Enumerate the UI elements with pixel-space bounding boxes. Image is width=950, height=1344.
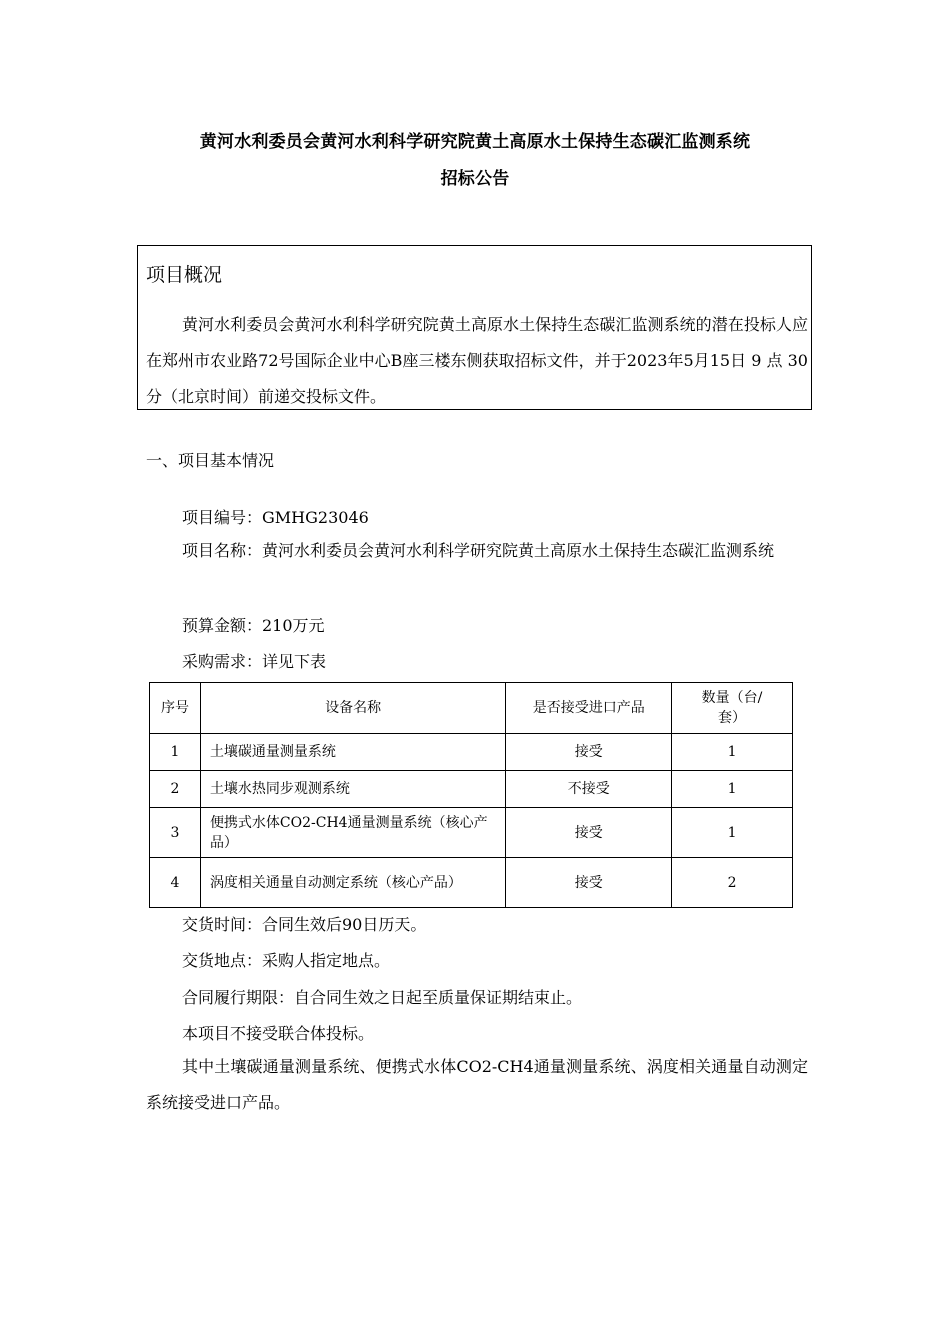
section-heading: 一、项目基本情况 bbox=[146, 451, 275, 470]
import-note: 其中土壤碳通量测量系统、便携式水体CO2-CH4通量测量系统、涡度相关通量自动测定系统接受进口产品。 bbox=[146, 1057, 808, 1112]
procurement-requirement: 采购需求：详见下表 bbox=[182, 652, 327, 671]
table-cell: 便携式水体CO2-CH4通量测量系统（核心产品） bbox=[200, 808, 505, 858]
procurement-table bbox=[149, 682, 793, 908]
table-cell: 1 bbox=[672, 771, 793, 808]
table-cell: 涡度相关通量自动测定系统（核心产品） bbox=[200, 858, 505, 908]
page-title-line2: 招标公告 bbox=[440, 169, 510, 189]
table-cell: 接受 bbox=[506, 734, 672, 771]
table-row bbox=[150, 734, 793, 771]
table-cell: 1 bbox=[150, 734, 201, 771]
table-header: 序号 bbox=[150, 683, 201, 734]
table-cell: 接受 bbox=[506, 858, 672, 908]
table-cell: 不接受 bbox=[506, 771, 672, 808]
project-name: 项目名称：黄河水利委员会黄河水利科学研究院黄土高原水土保持生态碳汇监测系统 bbox=[182, 541, 775, 560]
table-row bbox=[150, 771, 793, 808]
overview-heading: 项目概况 bbox=[146, 264, 223, 286]
table-header: 数量（台/套） bbox=[672, 683, 793, 734]
consortium-note: 本项目不接受联合体投标。 bbox=[182, 1024, 375, 1043]
page-title-line1: 黄河水利委员会黄河水利科学研究院黄土高原水土保持生态碳汇监测系统 bbox=[199, 132, 751, 152]
budget-amount: 预算金额：210万元 bbox=[182, 616, 325, 635]
table-cell: 3 bbox=[150, 808, 201, 858]
overview-text: 黄河水利委员会黄河水利科学研究院黄土高原水土保持生态碳汇监测系统的潜在投标人应在郑州市农业路72号国际企业中心B座三楼东侧获取招标文件，并于2023年5月15日 9 点 30分（北京时间）前递交投标文件。 bbox=[146, 315, 808, 406]
table-header: 是否接受进口产品 bbox=[506, 683, 672, 734]
table-cell: 土壤水热同步观测系统 bbox=[200, 771, 505, 808]
table-header: 设备名称 bbox=[200, 683, 505, 734]
table-cell: 2 bbox=[150, 771, 201, 808]
table-row bbox=[150, 858, 793, 908]
table-row bbox=[150, 808, 793, 858]
table-header-row bbox=[150, 683, 793, 734]
delivery-place: 交货地点：采购人指定地点。 bbox=[182, 951, 391, 970]
contract-period: 合同履行期限：自合同生效之日起至质量保证期结束止。 bbox=[182, 988, 583, 1007]
table-cell: 4 bbox=[150, 858, 201, 908]
table-cell: 1 bbox=[672, 808, 793, 858]
table-cell: 2 bbox=[672, 858, 793, 908]
table-cell: 1 bbox=[672, 734, 793, 771]
project-number: 项目编号：GMHG23046 bbox=[182, 508, 369, 527]
table-cell: 接受 bbox=[506, 808, 672, 858]
delivery-time: 交货时间：合同生效后90日历天。 bbox=[182, 915, 427, 934]
table-cell: 土壤碳通量测量系统 bbox=[200, 734, 505, 771]
